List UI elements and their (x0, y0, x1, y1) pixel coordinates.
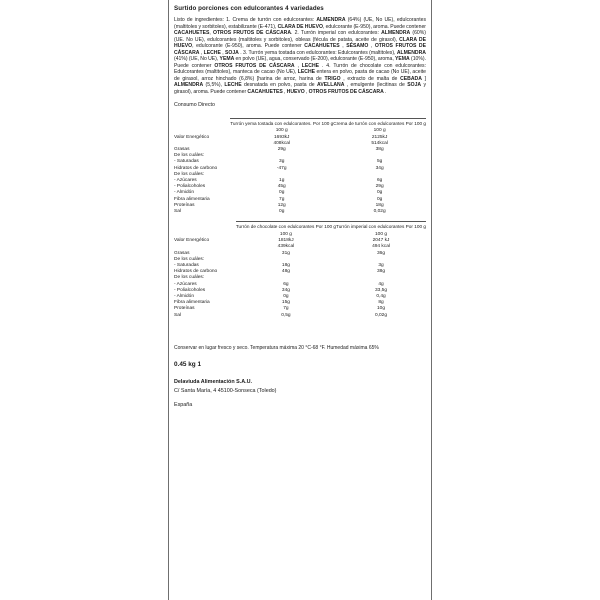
nutrition-table-2-body (174, 221, 426, 232)
nutrition-table-1-col2-header: Crema de turrón con edulcorantes Por 100 g (333, 118, 426, 129)
nutrition-table-2-rows (174, 232, 426, 319)
nutrient-value-col2: 5g (376, 159, 383, 165)
nutrient-value-col2: 2125kJ (371, 134, 388, 140)
nutrition-table-1-rows (174, 128, 426, 215)
nutrient-label: De los cuáles: (174, 153, 205, 159)
nutrient-label: Valor Energético (174, 134, 210, 140)
nutrient-label: Valor Energético (174, 238, 210, 244)
nutrient-value-col1: 100 g (275, 128, 288, 134)
nutrient-value-col1: 29g (277, 146, 286, 152)
nutrient-value-col2: 36g (377, 250, 386, 256)
nutrient-label: - Polialcoholes (174, 184, 206, 190)
company-name: Delaviuda Alimentación S.A.U. (174, 379, 252, 386)
nutrient-label: - Saturadas (174, 263, 199, 269)
nutrient-value-col1: 45g (277, 184, 286, 190)
nutrient-value-col1: 0g (283, 294, 289, 300)
nutrient-label: - Almidón (174, 190, 194, 196)
nutrient-label: Hidratos de carbono (174, 165, 218, 171)
nutrition-table-2-col1-header: Turrón de chocolate con edulcorantes Por 100 g (236, 221, 336, 232)
nutrient-value-col2: 18g (375, 202, 384, 208)
nutrient-label: Grasas (174, 146, 190, 152)
nutrient-value-col2: 33,5g (375, 287, 388, 293)
nutrient-value-col1: 100 g (279, 232, 292, 237)
nutrition-table-2-corner (174, 221, 236, 232)
nutrition-table-1-corner (174, 118, 230, 129)
nutrient-value-col2: 0,02g (375, 312, 388, 318)
nutrient-value-col2: 494 kcal (372, 244, 390, 250)
company-block (174, 378, 426, 409)
nutrient-value-col2: 514kcal (371, 140, 388, 146)
company-address: C/ Santa María, 4 45100-Sonseca (Toledo) (174, 387, 277, 394)
nutrient-label: Fibra alimentaria (174, 300, 210, 306)
nutrient-value-col1: 3g (279, 159, 285, 165)
storage-instructions: Conservar en lugar fresco y seco. Temperatura máxima 20 °C-68 °F. Humedad máxima 65% (174, 344, 379, 351)
nutrient-label: - Polialcoholes (174, 287, 206, 293)
nutrient-value-col2: 100 g (373, 128, 386, 134)
nutrition-table-1 (174, 118, 426, 216)
label-card (168, 0, 432, 600)
nutrient-value-col1: 7g (283, 306, 289, 312)
nutrient-value-col2: 3g (378, 263, 384, 269)
nutrient-label: Hidratos de carbono (174, 269, 218, 275)
nutrient-value-col2: 0g (376, 190, 383, 196)
nutrient-value-col2: 34g (375, 165, 384, 171)
nutrient-value-col1: 1g (279, 177, 285, 183)
nutrient-label: Sal (174, 209, 181, 214)
nutrient-label: - Almidón (174, 294, 194, 300)
nutrient-value-col2: 0,02g (373, 209, 386, 214)
table-row (174, 313, 426, 319)
nutrient-value-col1: 0,5g (281, 312, 291, 318)
nutrient-label: Fibra alimentaria (174, 196, 210, 202)
nutrition-table-2-col2-header: Turrón imperial con edulcorantes Por 100 g (336, 221, 426, 232)
nutrient-value-col1: 12g (277, 202, 286, 208)
nutrient-value-col2: 8g (378, 300, 384, 306)
nutrient-value-col1: 439kcal (277, 244, 295, 250)
nutrient-label: Proteínas (174, 306, 195, 312)
net-weight: 0.45 kg 1 (174, 361, 202, 369)
nutrient-label: De los cuáles: (174, 275, 205, 281)
nutrient-value-col1: 1693kJ (273, 134, 290, 140)
company-country: España (174, 401, 193, 408)
nutrient-value-col1: 0g (279, 209, 285, 214)
nutrient-value-col1: 7g (279, 196, 285, 202)
nutrient-label: - Azúcares (174, 177, 197, 183)
page-title: Surtido porciones con edulcorantes 4 variedades (174, 5, 324, 12)
consumption-text: Consumo Directo (174, 101, 215, 108)
nutrient-label: - Azúcares (174, 281, 197, 287)
nutrient-value-col1: 31g (281, 250, 290, 256)
nutrient-value-col1: 15g (281, 300, 290, 306)
nutrient-value-col2: 0g (376, 196, 383, 202)
nutrient-label: De los cuáles: (174, 171, 205, 177)
table-row (174, 209, 426, 215)
nutrient-value-col1: 48g (281, 269, 290, 275)
nutrient-label: - Saturadas (174, 159, 199, 165)
nutrient-value-col2: 38g (377, 269, 386, 275)
nutrient-value-col1: -47g (276, 165, 287, 171)
nutrition-table-1-col1-header: Turrón yema tostada con edulcorantes. Por 100 g (230, 118, 333, 129)
nutrient-value-col2: 100 g (375, 232, 388, 237)
nutrient-value-col2: 29g (375, 184, 384, 190)
nutrient-label: Grasas (174, 250, 190, 256)
nutrient-value-col2: 4g (378, 281, 384, 287)
nutrient-value-col2: 10g (377, 306, 386, 312)
nutrient-label: Sal (174, 312, 181, 318)
nutrient-label: De los cuáles: (174, 256, 205, 262)
nutrition-table-2-header-row (174, 221, 426, 232)
nutrient-value-col2: 2047 kJ (372, 238, 390, 244)
nutrient-value-col1: 6g (283, 281, 289, 287)
nutrient-value-col2: 38g (375, 146, 384, 152)
nutrition-table-1-body (174, 118, 426, 129)
nutrient-value-col1: 0g (279, 190, 285, 196)
nutrient-value-col1: 408kcal (273, 140, 290, 146)
nutrient-value-col1: 1818kJ (278, 238, 294, 244)
nutrient-value-col1: 18g (281, 263, 290, 269)
nutrient-label: Proteínas (174, 202, 195, 208)
nutrient-value-col2: 0,4g (376, 294, 386, 300)
nutrient-value-col2: 6g (376, 177, 383, 183)
nutrition-table-2 (174, 221, 426, 319)
nutrient-value-col1: 34g (281, 287, 290, 293)
ingredients-text: Listo de ingredientes: 1. Crema de turrón con edulcorantes: ALMENDRA (64%) (UE, No UE), edulcorantes (maltitoles y sorbitoles), estabilizante (E-471), CLARA DE HUEVO, edulcorante (E-950), aroma. Puede contener CACAHUETES, OTROS FRUTOS DE CÁSCARA. 2. Turrón imperial con edulcorantes: ALMENDRA (60%) (UE. No UE), edulcorantes (maltitoles y sorbitoles), obleas (fécula de patata, aceite de girasol), CLARA DE HUEVO, edulcorante (E-950), aroma. Puede contener CACAHUETES , SÉSAMO , OTROS FRUTOS DE CÁSCARA , LECHE , SOJA . 3. Turrón yema tostada con edulcorantes: Edulcorantes (maltitoles), ALMENDRA (41%) (UE, No UE), YEMA en polvo (UE), agua, conservado (E-200), edulcorante (E-950), aroma, YEMA (10%). Puede contener OTROS FRUTOS DE CÁSCARA , LECHE . 4. Turrón de chocolate con edulcorantes: Edulcorantes (maltitoles), manteca de cacao (No UE), LECHE entera en polvo, pasta de cacao (No UE), aceite de girasol, arroz hinchado (6,8%) [harina de arroz, harina de TRIGO , extracto de malta de CEBADA ] ALMENDRA (5,5%), LECHE desnatada en polvo, pasta de AVELLANA , emulgente (lecitinas de SOJA y girasol), aroma. Puede contener CACAHUETES , HUEVO , OTROS FRUTOS DE CÁSCARA . (174, 17, 427, 96)
nutrition-table-1-header-row (174, 118, 426, 129)
